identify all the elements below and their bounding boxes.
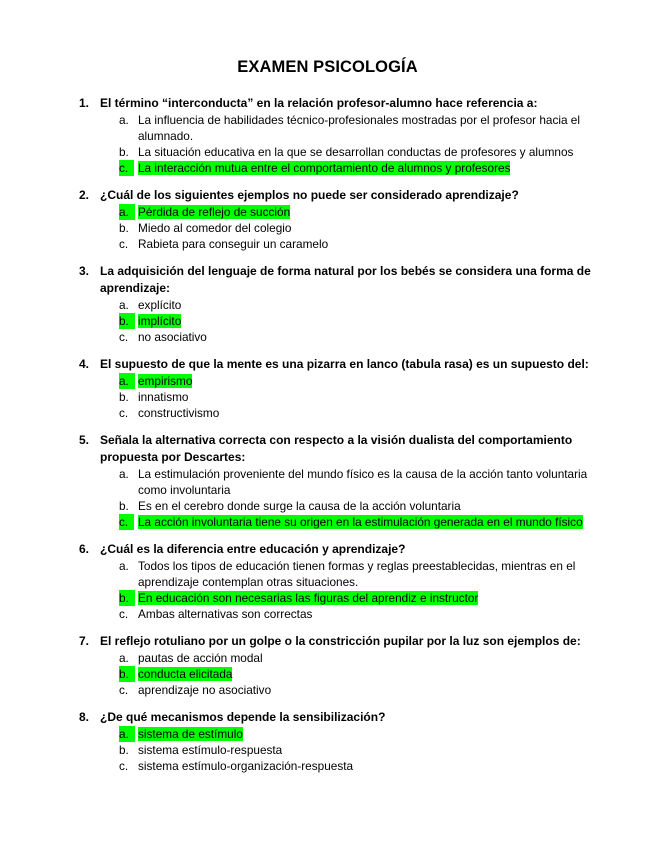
option xyxy=(0,466,655,498)
question-stem xyxy=(0,187,655,204)
option-letter: c. xyxy=(119,237,129,251)
question-text: ¿Cuál de los siguientes ejemplos no puede ser considerado aprendizaje? xyxy=(100,188,519,202)
question-text: ¿De qué mecanismos depende la sensibilización? xyxy=(100,710,386,724)
question-number: 3. xyxy=(79,264,90,278)
question-2 xyxy=(0,187,655,252)
question-4 xyxy=(0,356,655,421)
option xyxy=(0,405,655,421)
option xyxy=(0,220,655,236)
option-letter: a. xyxy=(119,467,129,481)
option-text: Miedo al comedor del colegio xyxy=(138,221,292,235)
option-text: Todos los tipos de educación tienen formas y reglas preestablecidas, mientras en el aprendizaje contemplan otras situaciones. xyxy=(138,559,576,589)
question-number: 7. xyxy=(79,634,90,648)
option-text: implícito xyxy=(138,314,182,328)
option-letter: c. xyxy=(119,683,129,697)
option-text: aprendizaje no asociativo xyxy=(138,683,272,697)
question-text: El supuesto de que la mente es una pizarra en lanco (tabula rasa) es un supuesto del: xyxy=(100,357,589,371)
option-correct xyxy=(0,313,655,329)
option-letter: a. xyxy=(119,373,135,389)
option-text: La interacción mutua entre el comportamiento de alumnos y profesores xyxy=(138,161,511,175)
question-stem xyxy=(0,633,655,650)
option xyxy=(0,144,655,160)
question-7 xyxy=(0,633,655,698)
option-correct xyxy=(0,160,655,176)
option-text: sistema de estímulo xyxy=(138,727,243,741)
question-text: La adquisición del lenguaje de forma natural por los bebés se considera una forma de aprendizaje: xyxy=(100,264,591,295)
question-text: ¿Cuál es la diferencia entre educación y aprendizaje? xyxy=(100,542,406,556)
option-letter: a. xyxy=(119,559,129,573)
option-text: innatismo xyxy=(138,390,189,404)
option-text: sistema estímulo-respuesta xyxy=(138,743,283,757)
question-3 xyxy=(0,263,655,345)
question-number: 1. xyxy=(79,96,90,110)
option-correct xyxy=(0,590,655,606)
option xyxy=(0,236,655,252)
option-letter: a. xyxy=(119,204,135,220)
option-correct xyxy=(0,666,655,682)
option xyxy=(0,558,655,590)
option xyxy=(0,112,655,144)
question-number: 2. xyxy=(79,188,90,202)
option-text: La estimulación proveniente del mundo físico es la causa de la acción tanto voluntaria como involuntaria xyxy=(138,467,588,497)
option-letter: b. xyxy=(119,590,135,606)
question-number: 4. xyxy=(79,357,90,371)
question-stem xyxy=(0,263,655,297)
option-letter: c. xyxy=(119,514,134,530)
option-letter: b. xyxy=(119,390,129,404)
option-text: no asociativo xyxy=(138,330,207,344)
option xyxy=(0,606,655,622)
question-8 xyxy=(0,709,655,774)
option-letter: b. xyxy=(119,743,129,757)
option-text: La influencia de habilidades técnico-profesionales mostradas por el profesor hacia el alumnado. xyxy=(138,113,580,143)
question-number: 5. xyxy=(79,433,90,447)
option-letter: a. xyxy=(119,113,129,127)
option-correct xyxy=(0,726,655,742)
option xyxy=(0,682,655,698)
option-text: Pérdida de reflejo de succión xyxy=(138,205,291,219)
question-1 xyxy=(0,95,655,176)
option xyxy=(0,498,655,514)
question-text: Señala la alternativa correcta con respecto a la visión dualista del comportamiento propuesta por Descartes: xyxy=(100,433,573,464)
option-letter: b. xyxy=(119,313,135,329)
option xyxy=(0,389,655,405)
option-letter: c. xyxy=(119,330,129,344)
option-letter: c. xyxy=(119,160,134,176)
question-5 xyxy=(0,432,655,530)
option-letter: b. xyxy=(119,221,129,235)
option-text: explícito xyxy=(138,298,182,312)
question-number: 8. xyxy=(79,710,90,724)
option-letter: c. xyxy=(119,759,129,773)
question-text: El término “interconducta” en la relación profesor-alumno hace referencia a: xyxy=(100,96,538,110)
option-text: pautas de acción modal xyxy=(138,651,263,665)
question-text: El reflejo rotuliano por un golpe o la constricción pupilar por la luz son ejemplos de: xyxy=(100,634,581,648)
option-letter: a. xyxy=(119,726,135,742)
option-letter: c. xyxy=(119,406,129,420)
option xyxy=(0,329,655,345)
option xyxy=(0,758,655,774)
option-letter: a. xyxy=(119,651,129,665)
option-letter: a. xyxy=(119,298,129,312)
page-title: EXAMEN PSICOLOGÍA xyxy=(237,58,418,76)
question-stem xyxy=(0,356,655,373)
question-list xyxy=(0,95,655,785)
question-6 xyxy=(0,541,655,622)
option-letter: b. xyxy=(119,666,135,682)
option-correct xyxy=(0,204,655,220)
option-text: La acción involuntaria tiene su origen en la estimulación generada en el mundo físico xyxy=(138,515,583,529)
question-stem xyxy=(0,95,655,112)
question-stem xyxy=(0,541,655,558)
option-text: constructivismo xyxy=(138,406,220,420)
option-text: La situación educativa en la que se desarrollan conductas de profesores y alumnos xyxy=(138,145,574,159)
option-correct xyxy=(0,514,655,530)
option-letter: b. xyxy=(119,499,129,513)
option-text: conducta elicitada xyxy=(138,667,233,681)
option-text: Es en el cerebro donde surge la causa de la acción voluntaria xyxy=(138,499,461,513)
option xyxy=(0,297,655,313)
option-text: Rabieta para conseguir un caramelo xyxy=(138,237,329,251)
option-text: empirismo xyxy=(138,374,193,388)
option-letter: c. xyxy=(119,607,129,621)
option-letter: b. xyxy=(119,145,129,159)
option-text: En educación son necesarias las figuras del aprendiz e instructor xyxy=(138,591,479,605)
question-number: 6. xyxy=(79,542,90,556)
option-text: sistema estímulo-organización-respuesta xyxy=(138,759,354,773)
option xyxy=(0,742,655,758)
question-stem xyxy=(0,709,655,726)
option xyxy=(0,650,655,666)
option-text: Ambas alternativas son correctas xyxy=(138,607,313,621)
option-correct xyxy=(0,373,655,389)
question-stem xyxy=(0,432,655,466)
